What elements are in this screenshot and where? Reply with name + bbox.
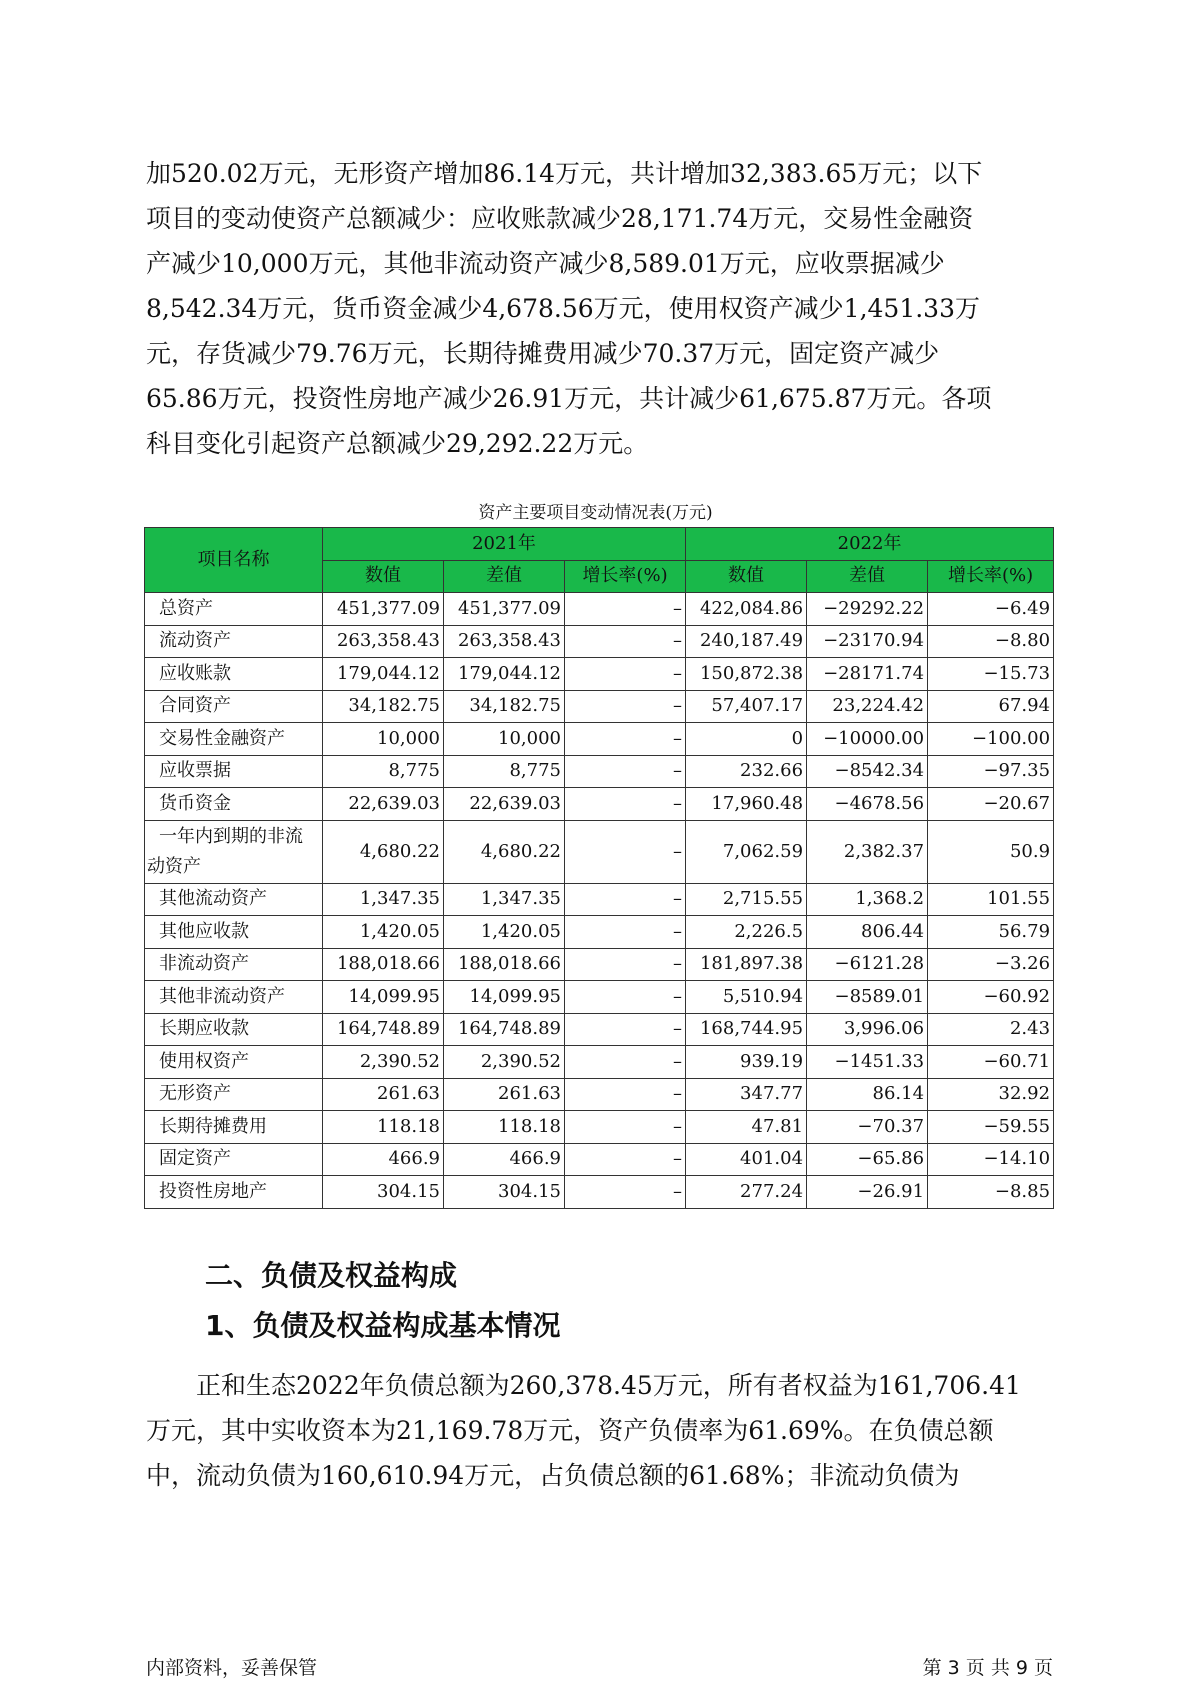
cell-diff-2021: 451,377.09: [444, 593, 565, 626]
table-row: [145, 723, 1054, 756]
section-heading: 二、负债及权益构成: [205, 1259, 458, 1292]
cell-rate-2021: –: [565, 948, 686, 981]
cell-value-2022: 47.81: [686, 1111, 807, 1144]
subsection-heading: 1、负债及权益构成基本情况: [205, 1309, 561, 1342]
cell-value-2022: 7,062.59: [686, 820, 807, 883]
table-row: [145, 593, 1054, 626]
cell-rate-2021: –: [565, 1176, 686, 1209]
asset-change-table: [144, 527, 1054, 1209]
cell-value-2021: 2,390.52: [323, 1046, 444, 1079]
cell-value-2021: 118.18: [323, 1111, 444, 1144]
cell-value-2021: 1,420.05: [323, 916, 444, 949]
cell-diff-2021: 118.18: [444, 1111, 565, 1144]
cell-diff-2022: −4678.56: [807, 788, 928, 821]
cell-rate-2022: −60.71: [928, 1046, 1054, 1079]
cell-item-name: 固定资产: [145, 1143, 323, 1176]
cell-rate-2021: –: [565, 788, 686, 821]
cell-diff-2021: 188,018.66: [444, 948, 565, 981]
cell-rate-2021: –: [565, 1013, 686, 1046]
cell-item-name: 应收票据: [145, 755, 323, 788]
cell-value-2022: 150,872.38: [686, 658, 807, 691]
table-row: [145, 916, 1054, 949]
intro-line: 加520.02万元，无形资产增加86.14万元，共计增加32,383.65万元；以下: [146, 159, 983, 188]
cell-diff-2022: 2,382.37: [807, 820, 928, 883]
cell-diff-2022: −8589.01: [807, 981, 928, 1014]
cell-diff-2022: −70.37: [807, 1111, 928, 1144]
header-diff-2021: 差值: [444, 560, 565, 593]
cell-rate-2022: −3.26: [928, 948, 1054, 981]
cell-rate-2022: 67.94: [928, 690, 1054, 723]
cell-value-2022: 422,084.86: [686, 593, 807, 626]
body-line: 正和生态2022年负债总额为260,378.45万元，所有者权益为161,706.41: [196, 1371, 1021, 1400]
cell-item-name: 一年内到期的非流动资产: [145, 820, 323, 883]
cell-rate-2022: −8.85: [928, 1176, 1054, 1209]
cell-value-2022: 57,407.17: [686, 690, 807, 723]
table-row: [145, 948, 1054, 981]
cell-rate-2022: −60.92: [928, 981, 1054, 1014]
header-value-2021: 数值: [323, 560, 444, 593]
cell-item-name: 总资产: [145, 593, 323, 626]
cell-value-2021: 304.15: [323, 1176, 444, 1209]
intro-line: 科目变化引起资产总额减少29,292.22万元。: [146, 429, 649, 458]
cell-rate-2021: –: [565, 690, 686, 723]
cell-diff-2021: 1,347.35: [444, 883, 565, 916]
cell-diff-2021: 261.63: [444, 1078, 565, 1111]
cell-rate-2022: 101.55: [928, 883, 1054, 916]
table-row: [145, 755, 1054, 788]
cell-rate-2021: –: [565, 625, 686, 658]
cell-diff-2022: 1,368.2: [807, 883, 928, 916]
intro-line: 产减少10,000万元，其他非流动资产减少8,589.01万元，应收票据减少: [146, 249, 945, 278]
cell-value-2022: 277.24: [686, 1176, 807, 1209]
cell-rate-2022: 56.79: [928, 916, 1054, 949]
cell-value-2022: 168,744.95: [686, 1013, 807, 1046]
intro-line: 8,542.34万元，货币资金减少4,678.56万元，使用权资产减少1,451.33万: [146, 294, 980, 323]
cell-item-name: 非流动资产: [145, 948, 323, 981]
cell-diff-2022: −26.91: [807, 1176, 928, 1209]
header-item-name: 项目名称: [145, 528, 323, 593]
cell-diff-2022: 3,996.06: [807, 1013, 928, 1046]
cell-rate-2021: –: [565, 981, 686, 1014]
cell-rate-2021: –: [565, 1111, 686, 1144]
cell-rate-2021: –: [565, 883, 686, 916]
cell-diff-2021: 22,639.03: [444, 788, 565, 821]
cell-diff-2021: 304.15: [444, 1176, 565, 1209]
cell-item-name: 长期应收款: [145, 1013, 323, 1046]
header-diff-2022: 差值: [807, 560, 928, 593]
footer-page-number: 第 3 页 共 9 页: [922, 1657, 1053, 1679]
cell-item-name: 投资性房地产: [145, 1176, 323, 1209]
table-row: [145, 1078, 1054, 1111]
body-paragraph: [146, 1363, 1054, 1498]
cell-diff-2022: −10000.00: [807, 723, 928, 756]
cell-rate-2022: −59.55: [928, 1111, 1054, 1144]
cell-rate-2022: −6.49: [928, 593, 1054, 626]
cell-rate-2022: −14.10: [928, 1143, 1054, 1176]
header-rate-2022: 增长率(%): [928, 560, 1054, 593]
table-row: [145, 1176, 1054, 1209]
footer-confidential-note: 内部资料，妥善保管: [146, 1657, 318, 1679]
intro-paragraph: [146, 151, 1054, 466]
cell-rate-2021: –: [565, 658, 686, 691]
body-line: 中，流动负债为160,610.94万元，占负债总额的61.68%；非流动负债为: [146, 1461, 960, 1490]
cell-value-2021: 14,099.95: [323, 981, 444, 1014]
cell-diff-2021: 34,182.75: [444, 690, 565, 723]
cell-value-2021: 1,347.35: [323, 883, 444, 916]
intro-line: 元，存货减少79.76万元，长期待摊费用减少70.37万元，固定资产减少: [146, 339, 940, 368]
cell-item-name: 应收账款: [145, 658, 323, 691]
cell-value-2021: 466.9: [323, 1143, 444, 1176]
cell-rate-2021: –: [565, 1078, 686, 1111]
intro-line: 65.86万元，投资性房地产减少26.91万元，共计减少61,675.87万元。各项: [146, 384, 992, 413]
cell-diff-2021: 1,420.05: [444, 916, 565, 949]
cell-value-2021: 451,377.09: [323, 593, 444, 626]
cell-value-2021: 179,044.12: [323, 658, 444, 691]
cell-rate-2022: −8.80: [928, 625, 1054, 658]
cell-diff-2022: −23170.94: [807, 625, 928, 658]
table-row: [145, 1143, 1054, 1176]
cell-item-name: 其他流动资产: [145, 883, 323, 916]
cell-diff-2022: 806.44: [807, 916, 928, 949]
cell-diff-2022: −65.86: [807, 1143, 928, 1176]
cell-rate-2022: 2.43: [928, 1013, 1054, 1046]
cell-value-2022: 347.77: [686, 1078, 807, 1111]
cell-value-2022: 0: [686, 723, 807, 756]
table-row: [145, 788, 1054, 821]
cell-diff-2021: 164,748.89: [444, 1013, 565, 1046]
cell-rate-2022: 32.92: [928, 1078, 1054, 1111]
cell-value-2021: 8,775: [323, 755, 444, 788]
table-row: [145, 820, 1054, 883]
cell-item-name: 交易性金融资产: [145, 723, 323, 756]
cell-diff-2022: −1451.33: [807, 1046, 928, 1079]
cell-rate-2021: –: [565, 1046, 686, 1079]
cell-diff-2022: 86.14: [807, 1078, 928, 1111]
table-row: [145, 1111, 1054, 1144]
table-row: [145, 625, 1054, 658]
table-row: [145, 981, 1054, 1014]
cell-diff-2022: −8542.34: [807, 755, 928, 788]
table-row: [145, 1013, 1054, 1046]
cell-value-2021: 34,182.75: [323, 690, 444, 723]
table-body: [145, 593, 1054, 1209]
body-line: 万元，其中实收资本为21,169.78万元，资产负债率为61.69%。在负债总额: [146, 1416, 994, 1445]
cell-rate-2022: 50.9: [928, 820, 1054, 883]
cell-rate-2021: –: [565, 1143, 686, 1176]
cell-value-2022: 5,510.94: [686, 981, 807, 1014]
cell-diff-2021: 2,390.52: [444, 1046, 565, 1079]
cell-value-2022: 2,715.55: [686, 883, 807, 916]
cell-rate-2021: –: [565, 755, 686, 788]
cell-item-name: 货币资金: [145, 788, 323, 821]
cell-diff-2021: 263,358.43: [444, 625, 565, 658]
cell-rate-2021: –: [565, 723, 686, 756]
cell-diff-2022: −29292.22: [807, 593, 928, 626]
cell-value-2021: 263,358.43: [323, 625, 444, 658]
table-row: [145, 883, 1054, 916]
cell-item-name: 其他非流动资产: [145, 981, 323, 1014]
cell-value-2021: 164,748.89: [323, 1013, 444, 1046]
cell-rate-2021: –: [565, 820, 686, 883]
table-row: [145, 1046, 1054, 1079]
cell-diff-2021: 4,680.22: [444, 820, 565, 883]
cell-diff-2022: −28171.74: [807, 658, 928, 691]
cell-rate-2022: −20.67: [928, 788, 1054, 821]
cell-value-2022: 240,187.49: [686, 625, 807, 658]
cell-value-2022: 181,897.38: [686, 948, 807, 981]
cell-rate-2021: –: [565, 916, 686, 949]
cell-item-name: 无形资产: [145, 1078, 323, 1111]
header-value-2022: 数值: [686, 560, 807, 593]
cell-diff-2022: −6121.28: [807, 948, 928, 981]
cell-value-2021: 10,000: [323, 723, 444, 756]
header-rate-2021: 增长率(%): [565, 560, 686, 593]
cell-value-2021: 22,639.03: [323, 788, 444, 821]
cell-diff-2021: 179,044.12: [444, 658, 565, 691]
cell-rate-2022: −15.73: [928, 658, 1054, 691]
table-row: [145, 690, 1054, 723]
cell-rate-2022: −100.00: [928, 723, 1054, 756]
cell-value-2021: 188,018.66: [323, 948, 444, 981]
cell-value-2022: 17,960.48: [686, 788, 807, 821]
cell-rate-2021: –: [565, 593, 686, 626]
cell-value-2021: 261.63: [323, 1078, 444, 1111]
header-year-2022: 2022年: [686, 528, 1054, 561]
cell-value-2022: 401.04: [686, 1143, 807, 1176]
cell-diff-2021: 466.9: [444, 1143, 565, 1176]
cell-item-name: 流动资产: [145, 625, 323, 658]
cell-diff-2021: 10,000: [444, 723, 565, 756]
cell-value-2021: 4,680.22: [323, 820, 444, 883]
cell-diff-2021: 8,775: [444, 755, 565, 788]
cell-diff-2022: 23,224.42: [807, 690, 928, 723]
cell-item-name: 长期待摊费用: [145, 1111, 323, 1144]
table-row: [145, 658, 1054, 691]
cell-item-name: 使用权资产: [145, 1046, 323, 1079]
cell-value-2022: 232.66: [686, 755, 807, 788]
cell-value-2022: 2,226.5: [686, 916, 807, 949]
intro-line: 项目的变动使资产总额减少：应收账款减少28,171.74万元，交易性金融资: [146, 204, 974, 233]
table-caption: 资产主要项目变动情况表(万元): [478, 503, 713, 523]
cell-diff-2021: 14,099.95: [444, 981, 565, 1014]
cell-item-name: 合同资产: [145, 690, 323, 723]
cell-value-2022: 939.19: [686, 1046, 807, 1079]
cell-item-name: 其他应收款: [145, 916, 323, 949]
cell-rate-2022: −97.35: [928, 755, 1054, 788]
header-year-2021: 2021年: [323, 528, 686, 561]
